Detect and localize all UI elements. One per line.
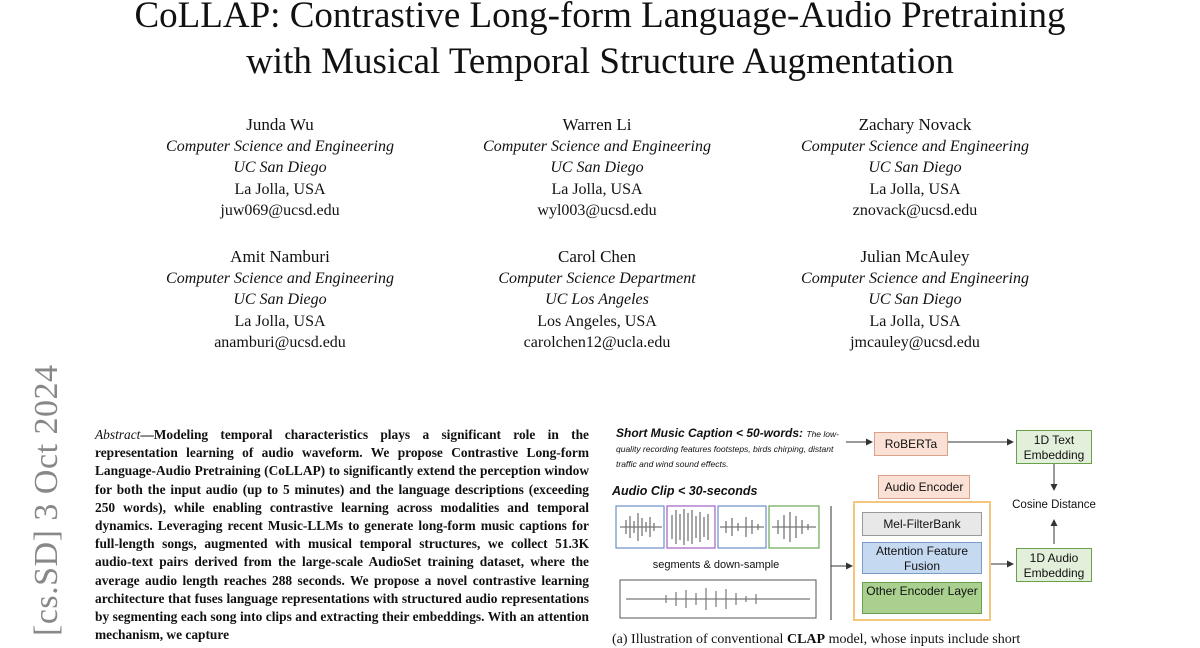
- caption-suffix: model, whose inputs include short: [825, 632, 1021, 647]
- author-email[interactable]: jmcauley@ucsd.edu: [850, 334, 980, 351]
- author-name: Zachary Novack: [858, 115, 972, 134]
- author-institution: UC San Diego: [233, 291, 327, 308]
- author-block: [755, 246, 1075, 354]
- architecture-figure: [606, 420, 1106, 630]
- abstract-text: —Modeling temporal characteristics plays a significant role in the representation learning of audio waveform. We propose Contrastive Long-form Language-Audio Pretraining (CoLLAP) to significantly extend the perception window for both the input audio (up to 5 minutes) and the language descriptions (exceeding 250 words), while enabling contrastive learning across modalities and temporal dynamics. Leveraging recent Music-LLMs to generate long-form music captions for full-length songs, augmented with musical temporal structures, we collect 51.3K audio-text pairs derived from the large-scale AudioSet training dataset, where the average audio length reaches 288 seconds. We propose a novel contrastive learning architecture that fuses language representations with structured audio representations by segmenting each song into clips and extracting their embeddings. With an attention mechanism, we capture: [95, 427, 589, 643]
- author-email[interactable]: wyl003@ucsd.edu: [537, 202, 657, 219]
- title-line-2: with Musical Temporal Structure Augmentation: [246, 41, 954, 82]
- author-location: Los Angeles, USA: [537, 312, 657, 330]
- arxiv-side-stamp: [cs.SD] 3 Oct 2024: [28, 364, 65, 636]
- segments-label: segments & down-sample: [652, 559, 780, 571]
- author-location: La Jolla, USA: [869, 180, 961, 198]
- title-line-1: CoLLAP: Contrastive Long-form Language-Audio Pretraining: [134, 0, 1066, 36]
- figure-caption: [612, 632, 1112, 648]
- author-block: [437, 114, 757, 222]
- author-location: La Jolla, USA: [234, 312, 326, 330]
- author-dept: Computer Science and Engineering: [801, 269, 1029, 287]
- author-dept: Computer Science and Engineering: [483, 137, 711, 155]
- cosine-distance-label: Cosine Distance: [1012, 499, 1096, 511]
- author-email[interactable]: anamburi@ucsd.edu: [214, 334, 346, 351]
- author-block: [755, 114, 1075, 222]
- attention-fusion-box: Attention Feature Fusion: [862, 542, 982, 574]
- caption-heading: Short Music Caption < 50-words: The low-quality recording features footsteps, birds chirping, distant traffic and wind sound effects.: [616, 426, 839, 469]
- audio-encoder-box: Audio Encoder: [878, 475, 970, 499]
- abstract: [95, 426, 589, 644]
- full-waveform: [626, 588, 810, 610]
- author-location: La Jolla, USA: [551, 180, 643, 198]
- caption-title: Short Music Caption < 50-words: [616, 426, 800, 440]
- author-block: [120, 246, 440, 354]
- author-block: [437, 246, 757, 354]
- author-institution: UC Los Angeles: [545, 291, 649, 308]
- author-dept: Computer Science and Engineering: [166, 269, 394, 287]
- author-name: Warren Li: [562, 115, 632, 134]
- author-location: La Jolla, USA: [234, 180, 326, 198]
- author-institution: UC San Diego: [550, 159, 644, 176]
- author-dept: Computer Science and Engineering: [801, 137, 1029, 155]
- author-block: [120, 114, 440, 222]
- author-dept: Computer Science and Engineering: [166, 137, 394, 155]
- mel-filterbank-box: Mel-FilterBank: [862, 512, 982, 536]
- text-embedding-box: 1D Text Embedding: [1016, 430, 1092, 464]
- author-institution: UC San Diego: [868, 159, 962, 176]
- author-institution: UC San Diego: [868, 291, 962, 308]
- abstract-label: Abstract: [95, 427, 141, 442]
- caption-bold: CLAP: [786, 632, 826, 647]
- caption-prefix: (a) Illustration of conventional: [612, 632, 787, 647]
- author-email[interactable]: carolchen12@ucla.edu: [523, 334, 671, 351]
- audio-embedding-box: 1D Audio Embedding: [1016, 548, 1092, 582]
- other-encoder-box: Other Encoder Layer: [862, 582, 982, 614]
- author-institution: UC San Diego: [233, 159, 327, 176]
- caption-example: The low-quality recording features footsteps, birds chirping, distant traffic and wind sound effects.: [616, 429, 839, 469]
- roberta-box: RoBERTa: [874, 432, 948, 456]
- author-name: Amit Namburi: [230, 247, 330, 266]
- author-location: La Jolla, USA: [869, 312, 961, 330]
- author-dept: Computer Science Department: [498, 269, 696, 287]
- author-email[interactable]: juw069@ucsd.edu: [220, 202, 340, 219]
- author-name: Julian McAuley: [860, 247, 970, 266]
- clip-title: Audio Clip < 30-seconds: [612, 484, 758, 498]
- author-email[interactable]: znovack@ucsd.edu: [852, 202, 978, 219]
- author-name: Carol Chen: [558, 247, 636, 266]
- author-name: Junda Wu: [246, 115, 314, 134]
